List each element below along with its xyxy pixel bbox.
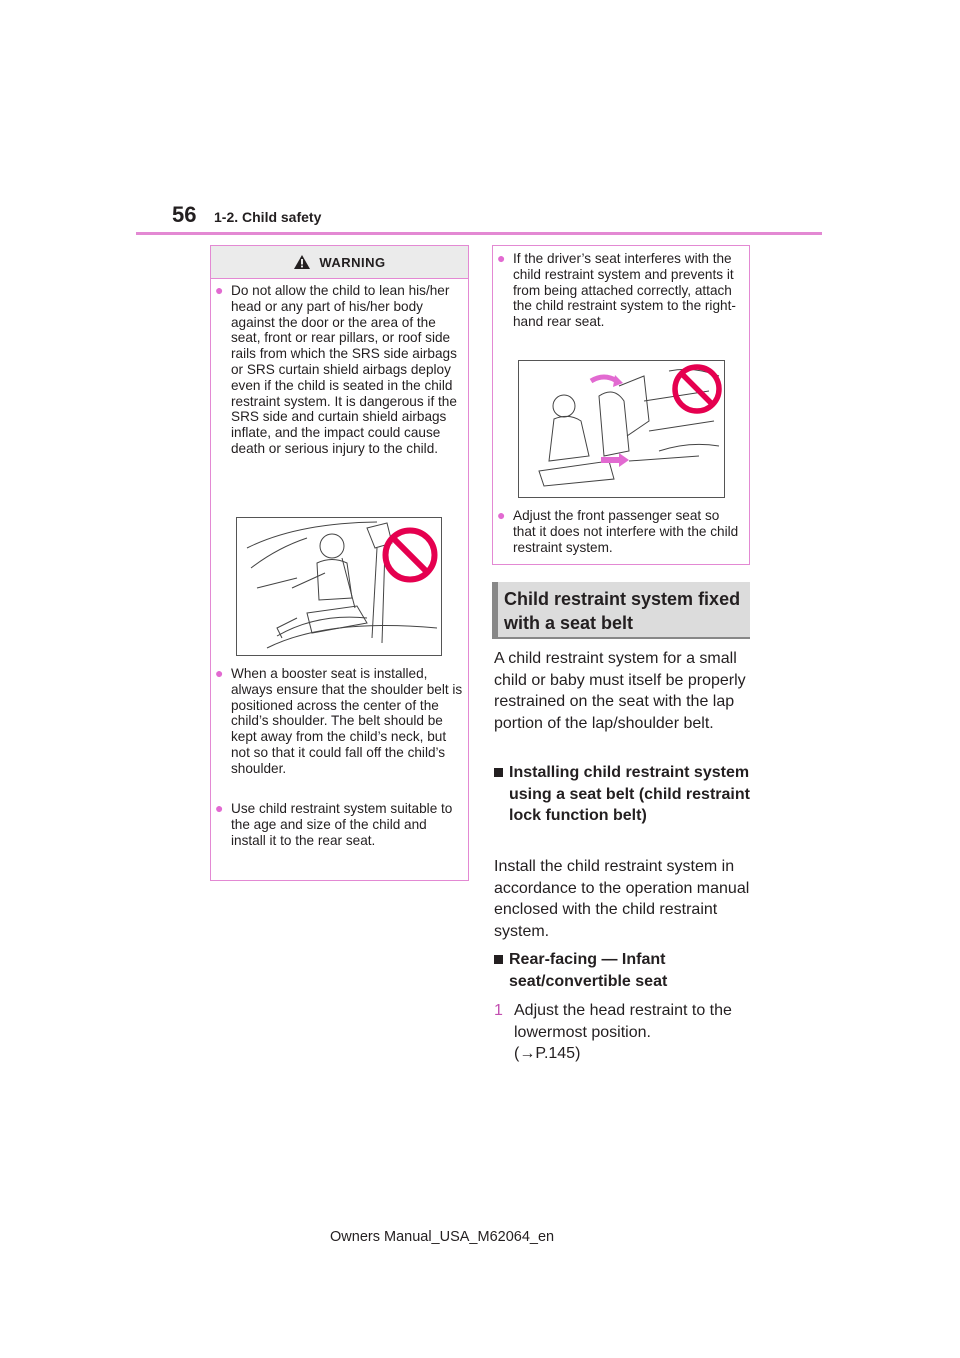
footer-text: Owners Manual_USA_M62064_en bbox=[330, 1229, 555, 1245]
bullet-dot-icon: ● bbox=[497, 507, 506, 523]
bullet-dot-icon: ● bbox=[497, 250, 506, 266]
square-bullet-icon bbox=[494, 955, 503, 964]
prohibition-icon bbox=[671, 363, 723, 415]
intro-paragraph: A child restraint system for a small child or baby must itself be properly restrained on the seat with the lap portion of the lap/shoulder belt. bbox=[494, 650, 746, 732]
warning-bullet-2: ● When a booster seat is installed, always ensure that the shoulder belt is positioned across the center of the child’s shoulder. The belt should be kept away from the child’s neck, but not so that it could fall off the child’s shoulder. bbox=[215, 665, 463, 776]
page-reference-link[interactable]: (→P.145) bbox=[514, 1045, 581, 1062]
warning-box bbox=[210, 245, 469, 881]
step-1: 1 Adjust the head restraint to the lowermost position. (→P.145) bbox=[494, 1000, 750, 1065]
square-bullet-icon bbox=[494, 768, 503, 777]
section-heading: Child restraint system fixed with a seat belt bbox=[504, 589, 741, 633]
warning-bullet-3: ● Use child restraint system suitable to the age and size of the child and install it to the rear seat. bbox=[215, 800, 453, 848]
warning-triangle-icon bbox=[293, 254, 311, 270]
step-number: 1 bbox=[494, 1002, 503, 1019]
warning-bullet-1: ● Do not allow the child to lean his/her head or any part of his/her body against the door or the area of the seat, front or rear pillars, or roof side rails from which the SRS side airbags or SRS curtain shield airbags deploy even if the child is seated in the child restraint system. It is dangerous if the SRS side and curtain shield airbags inflate, and the impact could cause death or serious injury to the child. bbox=[215, 282, 457, 456]
driver-seat-illustration bbox=[518, 360, 725, 498]
heading-bar bbox=[492, 582, 498, 637]
bullet-dot-icon: ● bbox=[215, 282, 224, 298]
install-paragraph: Install the child restraint system in accordance to the operation manual enclosed with the child restraint system. bbox=[494, 858, 750, 940]
page-number: 56 bbox=[172, 202, 197, 227]
warning-title: WARNING bbox=[319, 254, 386, 270]
subheading-installing: Installing child restraint system using a seat belt (child restraint lock function belt) bbox=[494, 762, 750, 827]
warning-header bbox=[211, 246, 468, 279]
right-caution-box bbox=[492, 245, 750, 565]
right-bullet-2: ● Adjust the front passenger seat so that it does not interfere with the child restraint system. bbox=[497, 507, 739, 555]
header-rule bbox=[136, 232, 822, 235]
booster-seat-illustration bbox=[236, 517, 442, 656]
bullet-dot-icon: ● bbox=[215, 665, 224, 681]
bullet-dot-icon: ● bbox=[215, 800, 224, 816]
right-bullet-1: ● If the driver’s seat interferes with the child restraint system and prevents it from being attached correctly, attach the child restraint system to the right-hand rear seat. bbox=[497, 250, 736, 330]
section-heading-box bbox=[492, 582, 750, 639]
subheading-rear-facing: Rear-facing — Infant seat/convertible seat bbox=[494, 949, 750, 992]
section-title: 1-2. Child safety bbox=[214, 209, 322, 225]
prohibition-icon bbox=[381, 526, 439, 584]
